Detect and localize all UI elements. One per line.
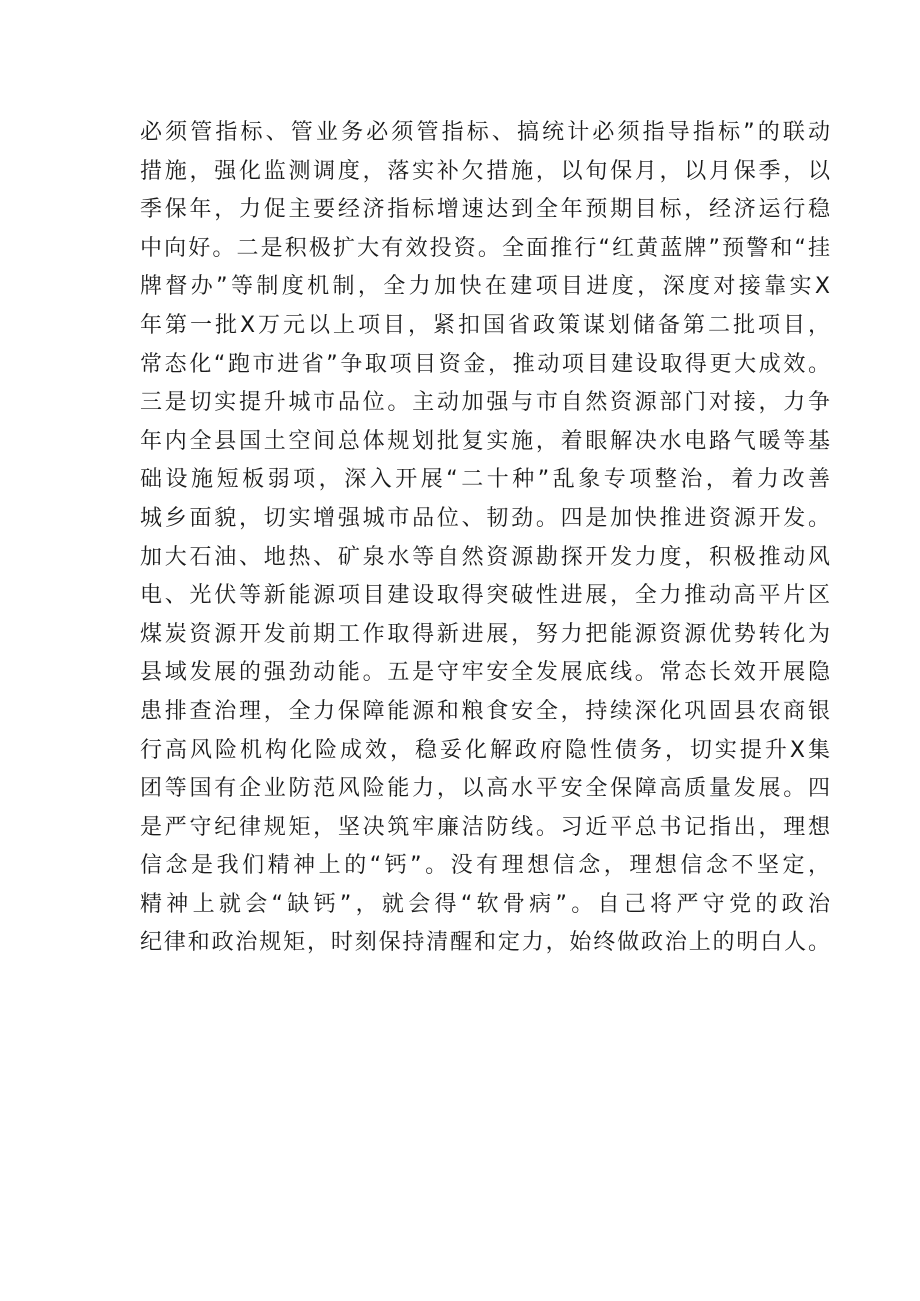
- text-line: 牌督办”等制度机制，全力加快在建项目进度，深度对接靠实X: [140, 274, 830, 300]
- text-line: 年第一批X万元以上项目，紧扣国省政策谋划储备第二批项目，: [140, 312, 830, 338]
- text-line: 县域发展的强劲动能。五是守牢安全发展底线。常态长效开展隐: [140, 660, 830, 686]
- text-line: 础设施短板弱项，深入开展“二十种”乱象专项整治，着力改善: [140, 467, 830, 493]
- text-line: 常态化“跑市进省”争取项目资金，推动项目建设取得更大成效。: [140, 351, 830, 377]
- text-line: 年内全县国土空间总体规划批复实施，着眼解决水电路气暖等基: [140, 428, 830, 454]
- text-line: 纪律和政治规矩，时刻保持清醒和定力，始终做政治上的明白人。: [140, 930, 830, 956]
- text-line: 精神上就会“缺钙”，就会得“软骨病”。自己将严守党的政治: [140, 891, 830, 917]
- text-line: 城乡面貌，切实增强城市品位、韧劲。四是加快推进资源开发。: [140, 505, 830, 531]
- text-line: 信念是我们精神上的“钙”。没有理想信念，理想信念不坚定，: [140, 853, 830, 879]
- text-line: 措施，强化监测调度，落实补欠措施，以旬保月，以月保季，以: [140, 158, 830, 184]
- body-paragraph: [140, 114, 830, 963]
- text-line: 中向好。二是积极扩大有效投资。全面推行“红黄蓝牌”预警和“挂: [140, 235, 830, 261]
- text-line: 必须管指标、管业务必须管指标、搞统计必须指导指标”的联动: [140, 120, 830, 145]
- text-line: 煤炭资源开发前期工作取得新进展，努力把能源资源优势转化为: [140, 621, 830, 647]
- text-line: 电、光伏等新能源项目建设取得突破性进展，全力推动高平片区: [140, 583, 830, 609]
- text-line: 是严守纪律规矩，坚决筑牢廉洁防线。习近平总书记指出，理想: [140, 814, 830, 840]
- text-line: 季保年，力促主要经济指标增速达到全年预期目标，经济运行稳: [140, 197, 830, 223]
- text-line: 加大石油、地热、矿泉水等自然资源勘探开发力度，积极推动风: [140, 544, 830, 570]
- text-line: 行高风险机构化险成效，稳妥化解政府隐性债务，切实提升X集: [140, 737, 830, 763]
- text-line: 患排查治理，全力保障能源和粮食安全，持续深化巩固县农商银: [140, 698, 830, 724]
- text-line: 三是切实提升城市品位。主动加强与市自然资源部门对接，力争: [140, 390, 830, 416]
- text-line: 团等国有企业防范风险能力，以高水平安全保障高质量发展。四: [140, 776, 830, 802]
